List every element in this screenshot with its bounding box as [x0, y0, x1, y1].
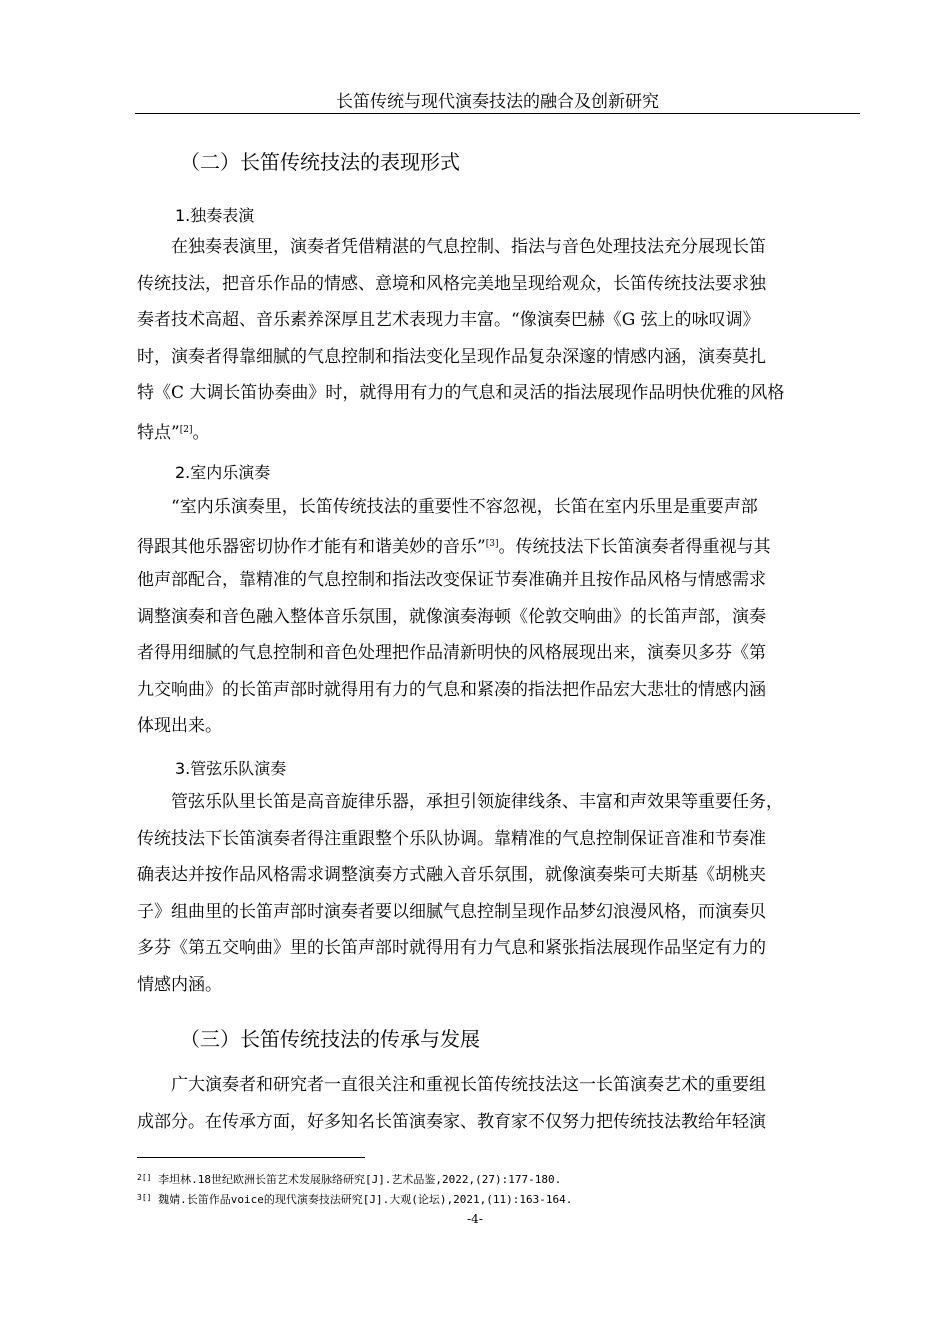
- text-line: 情感内涵。: [137, 974, 222, 995]
- text-segment: 。: [192, 422, 210, 443]
- text-line: 广大演奏者和研究者一直很关注和重视长笛传统技法这一长笛演奏艺术的重要组: [171, 1075, 766, 1095]
- citation-ref: [3]: [485, 538, 499, 549]
- text-line: 在独奏表演里，演奏者凭借精湛的气息控制、指法与音色处理技法充分展现长笛: [171, 237, 766, 257]
- subheading-orchestra: 3.管弦乐队演奏: [175, 759, 287, 778]
- footnote-text: 李坦林.18世纪欧洲长笛艺术发展脉络研究[J].艺术品鉴,2022,(27):177-180.: [158, 1173, 562, 1186]
- paragraph-orchestra: [137, 784, 860, 1003]
- text-line: 确表达并按作品风格需求调整演奏方式融入音乐氛围，就像演奏柴可夫斯基《胡桃夹: [137, 865, 766, 885]
- text-line: 九交响曲》的长笛声部时就得用有力的气息和紧凑的指法把作品宏大悲壮的情感内涵: [137, 679, 766, 700]
- text-line: 管弦乐队里长笛是高音旋律乐器，承担引领旋律线条、丰富和声效果等重要任务，: [171, 792, 783, 812]
- footnote-3: [137, 1190, 572, 1208]
- text-line: 多芬《第五交响曲》里的长笛声部时就得用有力气息和紧张指法展现作品坚定有力的: [137, 938, 766, 958]
- text-line: 传统技法，把音乐作品的情感、意境和风格完美地呈现给观众，长笛传统技法要求独: [137, 273, 766, 294]
- subheading-chamber: 2.室内乐演奏: [175, 463, 271, 482]
- footnote-number: 3[]: [137, 1193, 152, 1202]
- text-line: 特《C 大调长笛协奏曲》时，就得用有力的气息和灵活的指法展现作品明快优雅的风格: [137, 383, 785, 403]
- footnote-number: 2[]: [137, 1173, 152, 1182]
- subheading-solo: 1.独奏表演: [175, 206, 255, 225]
- text-line: [137, 526, 860, 563]
- text-segment: 得跟其他乐器密切协作才能有和谐美妙的音乐”: [137, 536, 486, 557]
- section-heading-3: （三）长笛传统技法的传承与发展: [180, 1027, 480, 1051]
- text-line: 传统技法下长笛演奏者得注重跟整个乐队协调。靠精准的气息控制保证音准和节奏准: [137, 828, 766, 849]
- text-line: 他声部配合，靠精准的气息控制和指法改变保证节奏准确并且按作品风格与情感需求: [137, 570, 766, 590]
- text-line: “室内乐演奏里，长笛传统技法的重要性不容忽视，长笛在室内乐里是重要声部: [171, 497, 758, 517]
- text-line: [137, 412, 860, 449]
- text-line: 者得用细腻的气息控制和音色处理把作品清新明快的风格展现出来，演奏贝多芬《第: [137, 643, 766, 663]
- text-segment: 。传统技法下长笛演奏者得重视与其: [498, 536, 771, 557]
- running-header: 长笛传统与现代演奏技法的融合及创新研究: [336, 92, 659, 112]
- text-line: 奏者技术高超、音乐素养深厚且艺术表现力丰富。“像演奏巴赫《G 弦上的咏叹调》: [137, 310, 760, 330]
- paragraph-solo: [137, 229, 860, 448]
- paragraph-heritage: [137, 1067, 860, 1140]
- text-line: 子》组曲里的长笛声部时演奏者要以细腻气息控制呈现作品梦幻浪漫风格，而演奏贝: [137, 901, 766, 922]
- text-line: 调整演奏和音色融入整体音乐氛围，就像演奏海顿《伦敦交响曲》的长笛声部，演奏: [137, 606, 766, 627]
- header-rule: [135, 113, 860, 114]
- section-heading-2: （二）长笛传统技法的表现形式: [180, 150, 460, 174]
- footnote-text: 魏婧.长笛作品voice的现代演奏技法研究[J].大观(论坛),2021,(11):163-164.: [158, 1193, 573, 1206]
- footnote-rule: [137, 1157, 365, 1158]
- paragraph-chamber: [137, 489, 860, 745]
- text-line: 时，演奏者得靠细腻的气息控制和指法变化呈现作品复杂深邃的情感内涵，演奏莫扎: [137, 346, 766, 367]
- text-line: 成部分。在传承方面，好多知名长笛演奏家、教育家不仅努力把传统技法教给年轻演: [137, 1111, 766, 1132]
- page-number: -4-: [467, 1212, 483, 1226]
- citation-ref: [2]: [179, 424, 193, 435]
- footnote-2: [137, 1170, 561, 1188]
- text-line: 体现出来。: [137, 716, 222, 736]
- text-segment: 特点”: [137, 422, 180, 443]
